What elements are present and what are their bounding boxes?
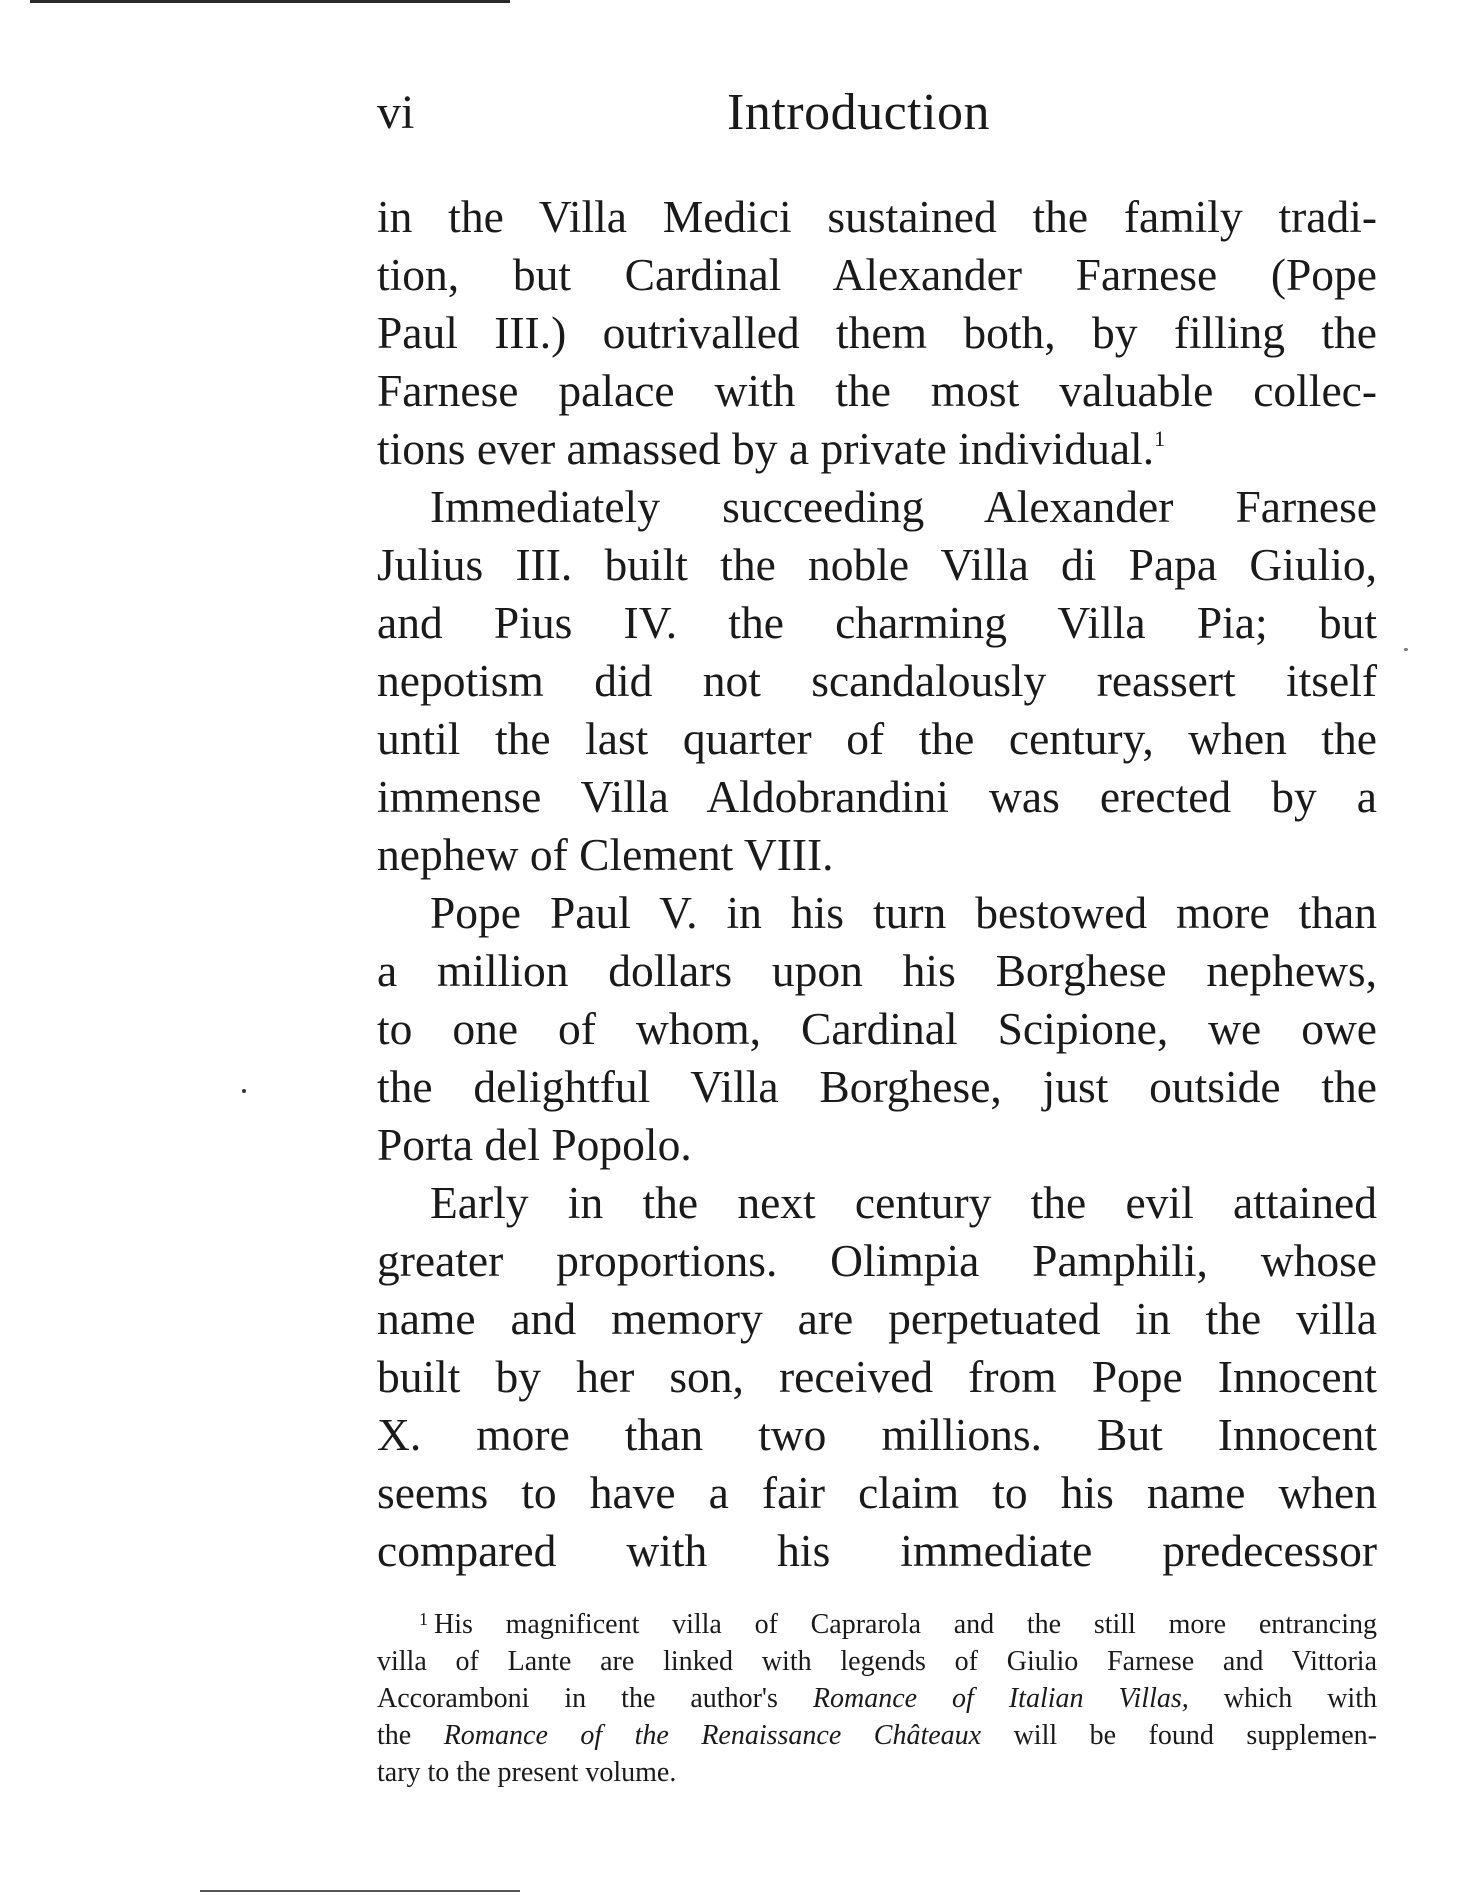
page-header <box>377 78 1377 148</box>
text-line: immense Villa Aldobrandini was erected by a <box>377 771 1377 822</box>
paragraph-start-line: Early in the next century the evil attained <box>430 1177 1377 1228</box>
bottom-edge-rule <box>200 1890 520 1892</box>
text-line: the delightful Villa Borghese, just outside the <box>377 1061 1377 1112</box>
text-line: name and memory are perpetuated in the villa <box>377 1293 1377 1344</box>
text-line: Porta del Popolo. <box>377 1119 692 1170</box>
text-line: Julius III. built the noble Villa di Papa Giulio, <box>377 539 1377 590</box>
footnote-marker: 1 <box>419 1609 428 1629</box>
body-text <box>377 188 1377 1580</box>
footnote-line: tary to the present volume. <box>377 1757 677 1788</box>
text-line: seems to have a fair claim to his name when <box>377 1467 1377 1518</box>
footnote-text: Accoramboni in the author's <box>377 1683 813 1714</box>
print-speck <box>1404 648 1408 651</box>
paragraph-start-line: Immediately succeeding Alexander Farnese <box>430 481 1377 532</box>
footnote-text: which with <box>1188 1683 1377 1714</box>
book-title-italic: Romance of the Renaissance Châteaux <box>443 1720 982 1751</box>
text-line: X. more than two millions. But Innocent <box>377 1409 1377 1460</box>
footnote-line: villa of Lante are linked with legends of Giulio Farnese and Vittoria <box>377 1646 1377 1677</box>
footnote-line <box>377 1717 1377 1754</box>
text-line: until the last quarter of the century, when the <box>377 713 1377 764</box>
text-line: greater proportions. Olimpia Pamphili, whose <box>377 1235 1377 1286</box>
text-line: and Pius IV. the charming Villa Pia; but <box>377 597 1377 648</box>
footnote-text: His magnificent villa of Caprarola and the still more entrancing <box>434 1609 1377 1640</box>
footnote-text: the <box>377 1720 444 1751</box>
text-line: to one of whom, Cardinal Scipione, we owe <box>377 1003 1377 1054</box>
text-line: nephew of Clement VIII. <box>377 829 834 880</box>
footnote-text: will be found supplemen- <box>981 1720 1377 1751</box>
print-speck <box>242 1089 246 1093</box>
page-number: vi <box>377 86 415 139</box>
footnote-reference[interactable]: 1 <box>1154 426 1166 451</box>
footnote-line <box>377 1606 1377 1643</box>
text-line: Farnese palace with the most valuable collec- <box>377 365 1377 416</box>
paragraph-start-line: Pope Paul V. in his turn bestowed more than <box>430 887 1377 938</box>
text-line: a million dollars upon his Borghese nephews, <box>377 945 1377 996</box>
text-line: built by her son, received from Pope Innocent <box>377 1351 1377 1402</box>
top-edge-rule <box>30 0 510 11</box>
text-line-with-footnote <box>377 420 1377 478</box>
text-line: compared with his immediate predecessor <box>377 1525 1377 1576</box>
text-line: nepotism did not scandalously reassert itself <box>377 655 1377 706</box>
text-line: Paul III.) outrivalled them both, by filling the <box>377 307 1377 358</box>
footnote-line <box>377 1680 1377 1717</box>
text-line: tion, but Cardinal Alexander Farnese (Pope <box>377 249 1377 300</box>
footnote <box>377 1606 1377 1791</box>
running-title: Introduction <box>727 84 991 141</box>
book-title-italic: Romance of Italian Villas, <box>812 1683 1189 1714</box>
text-line: in the Villa Medici sustained the family tradi- <box>377 191 1377 242</box>
text-line: tions ever amassed by a private individual. <box>377 423 1155 474</box>
